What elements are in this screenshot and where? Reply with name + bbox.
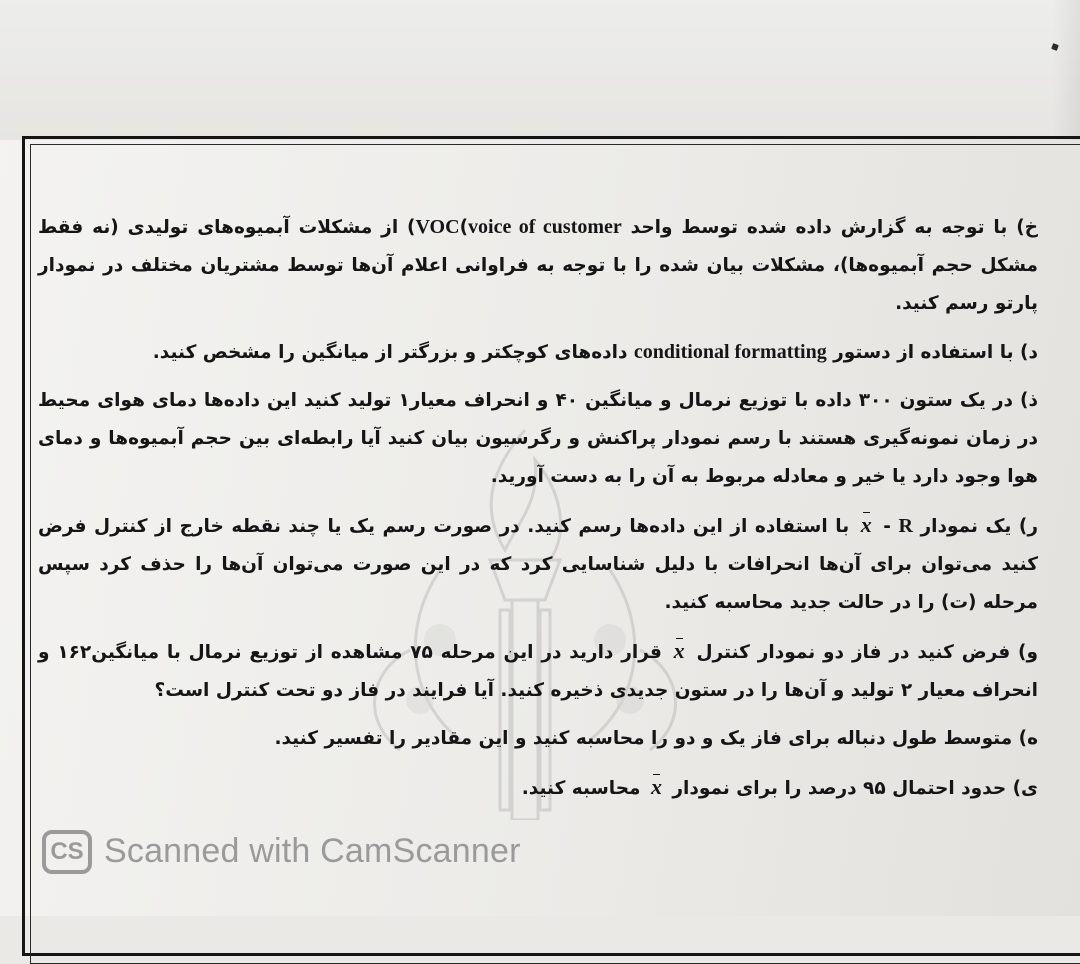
question-text: ر) یک نمودار (912, 516, 1038, 537)
question-item-re (38, 506, 1038, 622)
assignment-text-body (38, 208, 1038, 818)
question-text: ( (459, 217, 469, 238)
camscanner-logo: CS (42, 830, 92, 874)
x-bar-symbol: x (670, 632, 689, 670)
page-top-margin (0, 0, 1080, 140)
question-item-vav (38, 632, 1038, 710)
question-item-dal (38, 333, 1038, 372)
latin-term: R (898, 515, 913, 537)
question-text: ه) متوسط طول دنباله برای فاز یک و دو را محاسبه کنید و این مقادیر را تفسیر کنید. (274, 728, 1038, 749)
question-item-he (38, 720, 1038, 758)
page-edge-shadow (1052, 0, 1080, 140)
question-item-zal (38, 382, 1038, 496)
x-bar-symbol: x (857, 506, 876, 544)
question-text: - (875, 516, 899, 537)
latin-term: VOC (415, 216, 460, 238)
question-text: خ) با توجه به گزارش داده شده توسط واحد (621, 217, 1038, 238)
latin-term: conditional formatting (633, 341, 827, 363)
question-text: ذ) در یک ستون ۳۰۰ داده با توزیع نرمال و میانگین ۴۰ و انحراف معیار۱ تولید کنید این داده‌ها دمای هوای محیط در زمان نمونه‌گیری هستند با رسم نمودار پراکنش و رگرسیون بیان کنید آیا رابطه‌ای بین حجم آبمیوه‌ها و دمای هوا وجود دارد یا خیر و معادله مربوط به آن را به دست آورید. (38, 390, 1038, 487)
question-item-kh (38, 208, 1038, 323)
question-text: داده‌های کوچکتر و بزرگتر از میانگین را مشخص کنید. (152, 342, 634, 363)
question-text: و) فرض کنید در فاز دو نمودار کنترل (688, 642, 1038, 663)
camscanner-watermark-text: Scanned with CamScanner (104, 832, 521, 870)
question-text: با استفاده از این داده‌ها رسم کنید. در صورت رسم یک یا چند نقطه خارج از کنترل فرض کنید می‌توان برای آن‌ها انحرافات با دلیل شناسایی کرد که در این صورت می‌توان آن‌ها را حذف کرد سپس مرحله (ت) را در حالت جدید محاسبه کنید. (38, 516, 1038, 613)
latin-term: voice of customer (468, 216, 622, 238)
question-text: محاسبه کنید. (521, 778, 647, 799)
question-text: قرار دارید در این مرحله ۷۵ مشاهده از توزیع نرمال با میانگین۱۶۲ و انحراف معیار ۲ تولید و آن‌ها را در ستون جدیدی ذخیره کنید. آیا فرایند در فاز دو تحت کنترل است؟ (38, 642, 1038, 701)
question-text: ی) حدود احتمال ۹۵ درصد را برای نمودار (665, 778, 1038, 799)
x-bar-symbol: x (647, 768, 666, 806)
question-text: ) از مشکلات آبمیوه‌های تولیدی (نه فقط مشکل حجم آبمیوه‌ها)، مشکلات بیان شده را با توجه به فراوانی اعلام آن‌ها توسط مشتریان مختلف در نمودار پارتو رسم کنید. (38, 217, 1038, 314)
question-item-ye (38, 768, 1038, 808)
question-text: د) با استفاده از دستور (826, 342, 1038, 363)
